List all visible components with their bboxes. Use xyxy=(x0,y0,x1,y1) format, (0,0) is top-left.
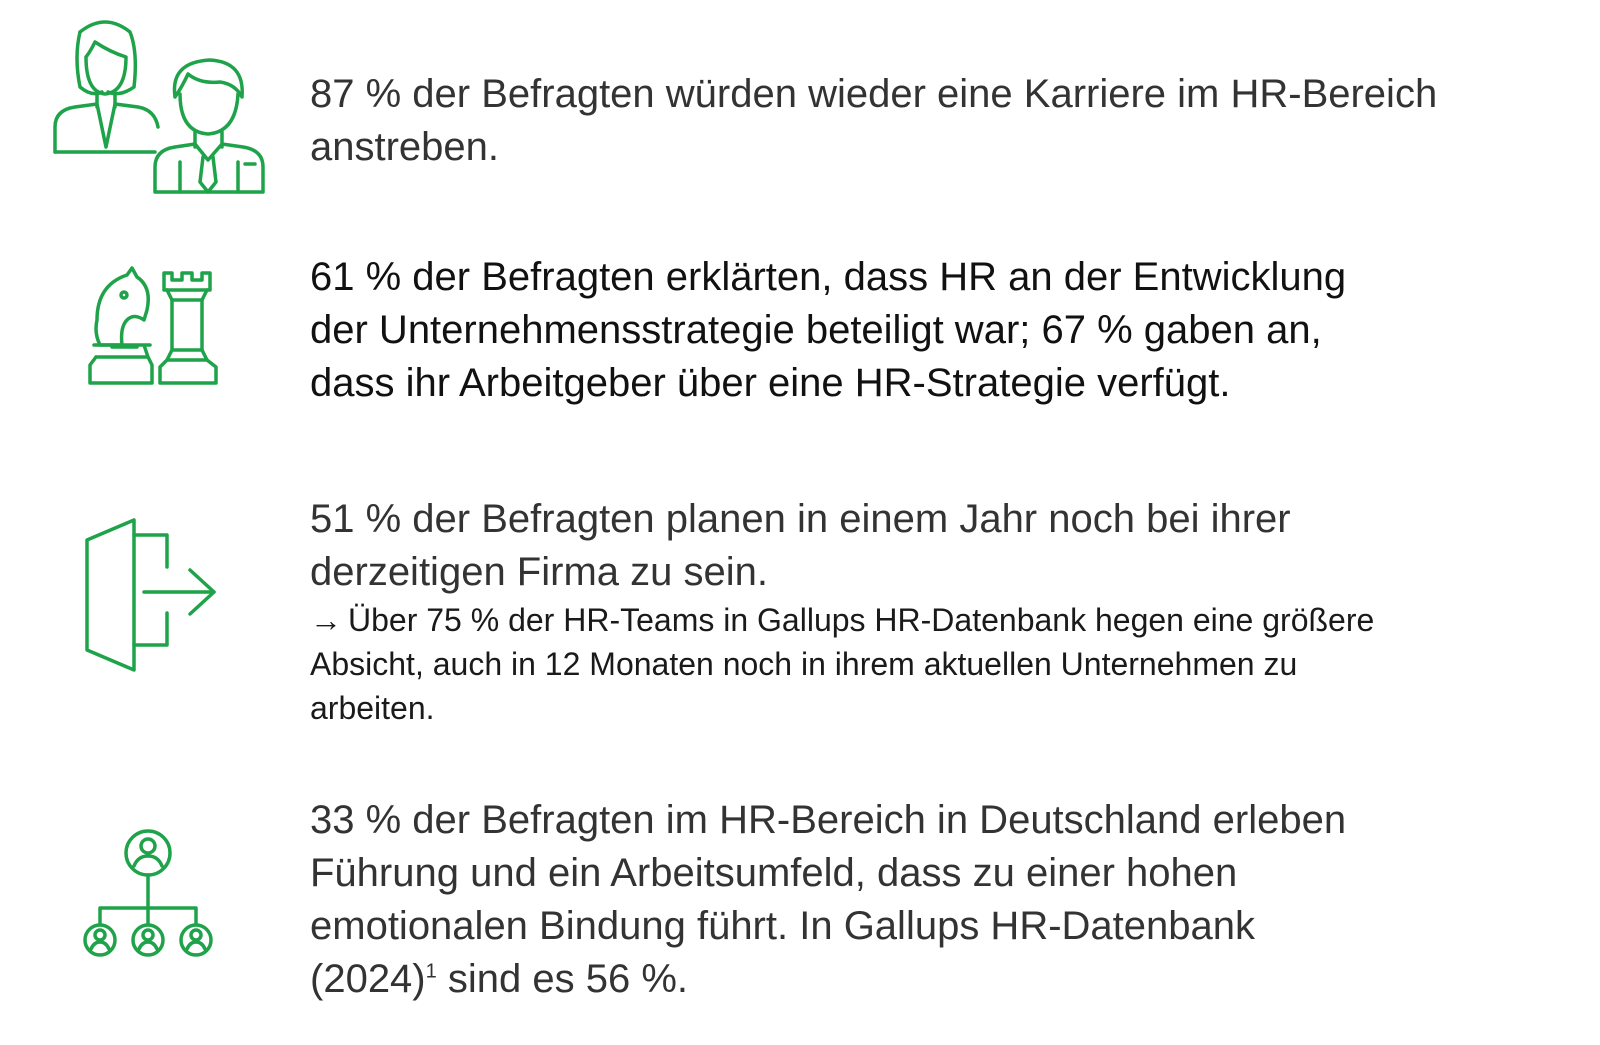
stat-3-text: 51 % der Befragten planen in einem Jahr noch bei ihrer derzeitigen Firma zu sein. xyxy=(310,497,1291,594)
chess-pieces-icon xyxy=(82,265,222,395)
org-chart-icon xyxy=(78,828,218,963)
stat-2-text: 61 % der Befragten erklärten, dass HR an der Entwicklung der Unternehmensstrategie beteiligt war; 67 % gaben an, dass ihr Arbeitgeber über eine HR-Strategie verfügt. xyxy=(310,255,1347,405)
stat-1-text: 87 % der Befragten würden wieder eine Karriere im HR-Bereich anstreben. xyxy=(310,72,1438,169)
stat-3-note: → Über 75 % der HR-Teams in Gallups HR-Datenbank hegen eine größere Absicht, auch in 12 Monaten noch in ihrem aktuellen Unternehmen zu arbeiten. xyxy=(310,602,1375,726)
footnote-mark: 1 xyxy=(425,960,437,983)
exit-door-icon xyxy=(82,515,222,675)
stat-4-text: 33 % der Befragten im HR-Bereich in Deutschland erleben Führung und ein Arbeitsumfeld, dass zu einer hohen emotionalen Bindung führt. In Gallups HR-Datenbank $(2024)^1$ sind es 56 %. xyxy=(310,798,1347,1001)
people-icon xyxy=(50,12,270,197)
arrow-right-icon: → xyxy=(310,602,342,638)
